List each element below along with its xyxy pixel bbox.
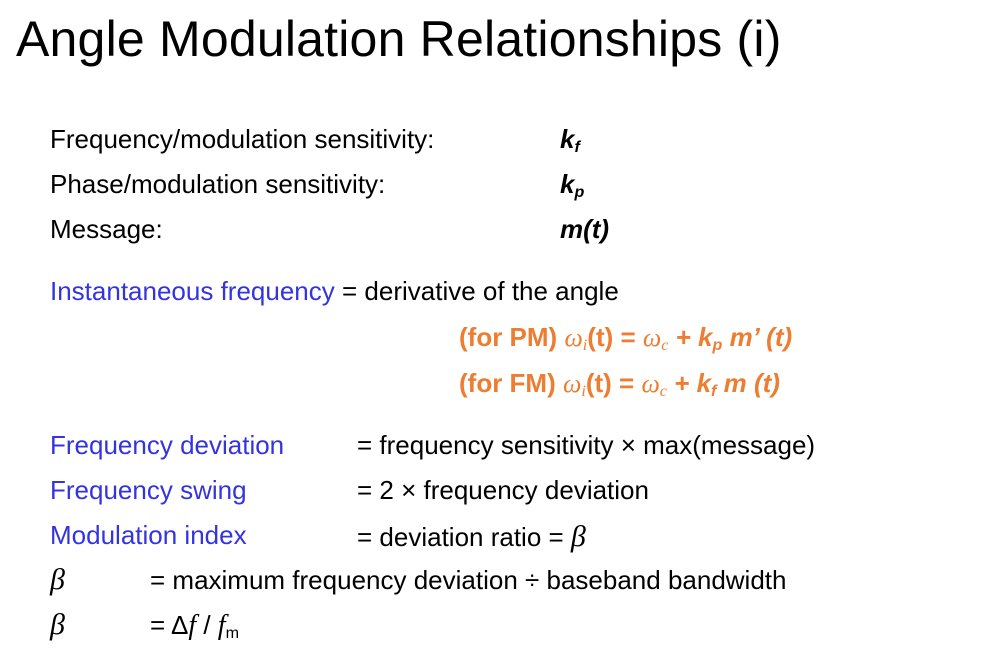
fm-equation (459, 368, 780, 399)
instantaneous-frequency-row (50, 276, 619, 307)
pm-omega2: ω (642, 323, 662, 352)
frequency-swing-term: Frequency swing (50, 475, 247, 505)
fm-rest: m (t) (716, 368, 780, 398)
kp-k: k (560, 169, 575, 199)
message-symbol: m(t) (560, 214, 610, 244)
beta-symbol-2: β (50, 608, 65, 641)
beta-symbol-1: β (50, 563, 65, 596)
modulation-index-text: = deviation ratio = (357, 522, 571, 552)
beta-definition-1: = maximum frequency deviation ÷ baseband bandwidth (150, 565, 787, 595)
beta-definition-2 (150, 610, 239, 642)
kp-symbol (560, 169, 584, 200)
pm-omega-c-sub: c (661, 337, 669, 355)
modulation-index-term: Modulation index (50, 520, 247, 550)
frequency-deviation-term: Frequency deviation (50, 430, 285, 460)
pm-kp-sub: p (712, 336, 723, 355)
fm-omega-c-sub: c (659, 383, 667, 401)
freq-sensitivity-label: Frequency/modulation sensitivity: (50, 124, 435, 154)
frequency-swing-definition: = 2 × frequency deviation (357, 475, 649, 505)
pm-equation (459, 322, 792, 353)
slide-title: Angle Modulation Relationships (i) (16, 11, 782, 67)
pm-omega-c (642, 323, 669, 355)
modulation-index-definition (357, 520, 586, 554)
pm-prefix: (for PM) (459, 322, 558, 352)
fm-plus-k: + k (666, 368, 712, 398)
beta-def2-slash: / (196, 610, 218, 640)
pm-omega-i (564, 323, 588, 355)
pm-omega: ω (564, 323, 583, 352)
instantaneous-frequency-term: Instantaneous frequency (50, 276, 335, 306)
kp-sub: p (574, 183, 585, 202)
fm-omega2: ω (641, 369, 660, 398)
beta-def2-f: f (188, 610, 197, 641)
fm-kf-sub: f (711, 382, 717, 401)
fm-omega-i (562, 369, 586, 401)
beta-def2-prefix: = Δ (150, 610, 189, 640)
beta-def2-fm-sub: m (225, 624, 239, 643)
beta-def2-fm: f (217, 610, 226, 641)
kf-k: k (560, 124, 575, 154)
instantaneous-frequency-definition: = derivative of the angle (342, 276, 619, 306)
frequency-deviation-definition: = frequency sensitivity × max(message) (357, 430, 816, 460)
kf-sub: f (574, 138, 580, 157)
pm-rest: m’ (t) (722, 322, 793, 352)
pm-lhs: (t) = (587, 322, 643, 352)
fm-lhs: (t) = (585, 368, 642, 398)
fm-omega: ω (562, 369, 582, 398)
modulation-index-beta: β (570, 520, 586, 553)
fm-prefix: (for FM) (459, 368, 556, 398)
kf-symbol (560, 124, 580, 155)
phase-sensitivity-label: Phase/modulation sensitivity: (50, 169, 386, 199)
pm-omega-sub: i (582, 337, 588, 355)
fm-omega-c (641, 369, 667, 401)
fm-omega-sub: i (581, 383, 586, 401)
message-label: Message: (50, 214, 163, 244)
pm-plus-k: + k (668, 322, 713, 352)
